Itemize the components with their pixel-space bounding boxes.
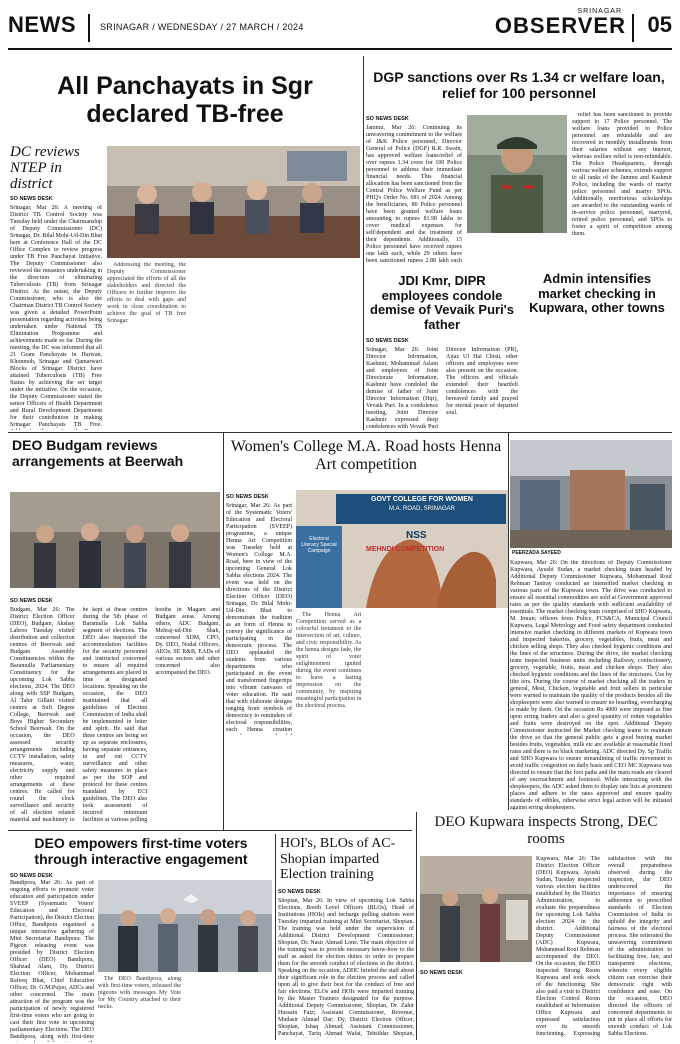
column-rule [416,812,417,1040]
column-rule [275,834,276,1040]
article-dgp-body [366,112,462,266]
article-body: Srinagar, Mar 26: A meeting of District TB Control Society was Tuesday held under the Chairmanship of Deputy Commissioner (DC) Srinagar, Dr. Bilal Mohi-Ud-Din Bhat here at Conference Hall of the DC Office Complex to review progress under TB Free Panchayat Initiative. The Deputy Commissioner also reviewed the measures undertaking in the direction of eliminating Tuberculosis (TB) from Srinagar District. At the outset, the Deputy Commissioner, who is also the Chairman District TB Control Society was given a detailed PowerPoint presentation regarding activities being undertaken under National TB Elimination Programme and achievements made so far. During the meeting, the DC was informed that all 21 Gram Panchayats in Harwan, Khonmoh, Srinagar and Qamarwari Blocks of Srinagar District have attained Tuberculosis (TB) Free Status by achieving the set target under the initiative. On the occasion, the Deputy Commissioner stated the senior Officers of Health Department and Rural Development Department for their contribution in making Srinagar Panchayats TB Free. [10,205,102,429]
column-rule [508,432,509,810]
article-panchayats-cols [107,262,360,428]
banner-line2: M.A. ROAD, SRINAGAR [388,506,455,512]
article-body: Srinagar, Mar 26: Joint Director Information, Kashmir, Mohammad Aslam and employees of Joint Directorate Information, Kashmir have condoled the demise of father of Joint Director Information (Hqr), Vevaik Puri. In a condolence meeting, Joint Director Kashmir expressed deep condolences with Vevaik Puri Director Information (PR), Aijaz Ul Hai Chisti, other officers and employees were also present on the occasion. The officers and officials extended their heartfelt condolences with the bereaved family and prayed for eternal peace of departed soul. [366,347,518,430]
column-rule [8,830,412,831]
headline: DGP sanctions over Rs 1.34 cr welfare loan, relief for 100 personnel [373,69,665,101]
brand-name: OBSERVER [494,13,626,38]
divider [88,14,90,42]
article-jdi [366,268,518,430]
article-body-cont [572,112,672,266]
photo-henna [296,490,508,608]
banner-line1: GOVT COLLEGE FOR WOMEN [371,496,473,503]
headline: Women's College M.A. Road hosts Henna Art competition [230,438,502,473]
headline: DEO Budgam reviews arrangements at Beerwah [12,437,184,469]
article-kupwara-market-body [510,560,672,810]
article-text: relief has been sanctioned to provide support to 17 Police personnel. The welfare loans provided to Police personnel are refundable and are recovered in monthly installments from their salaries without any interest, whereas welfare relief is non-refundable. The Police Headquarters, through various welfare schemes, extends support to all ranks of the Jammu and Kashmir Police, including the wards of martyr police personnel and martyr SPOs. Additionally, meritorious scholarships are awarded to the outstanding wards of in-service police personnel, martyred, retired police personnel, and SPOs to foster a spirit of competition among them. [572,112,672,237]
photo-tb-meeting [107,146,360,258]
photo-dec-rooms [420,856,532,962]
page-number: 05 [647,12,672,37]
article-body-cont [296,612,508,740]
article-kupwara-market [522,268,672,328]
article-body: Jammu, Mar 26: Continuing its unwavering commitment to the welfare of J&K Police personnel, Director General of Police (DGP) R.R. Swain, has approved welfare loans/relief of over rupees 1.34 crore for 100 Police personnel to address their immediate financial needs. This financial allocation has been sanctioned from the Central Police Welfare Fund as per PHQ's Order No. 681 of 2024. Among the beneficiaries, 80 Police personnel have been granted welfare loans amounting to rupees 81.98 lakhs to cover medical expenses for self/dependent and the treatment of their dependents. Additionally, 15 Police personnel have received rupees one lakh each, while 29 others have been sanctioned rupees 2.88 lakh each [366,125,462,263]
dateline: SRINAGAR / WEDNESDAY / 27 MARCH / 2024 [100,22,304,32]
article-body: Kupwara, Mar 26: On the directions of Deputy Commissioner Kupwara, Ayushi Sudan, a market checking team headed by Additional Deputy Commissioner Kupwara, Mohammad Rouf Rehman Tantray conducted an intensified market checking in various parts of the Kupwara town. The drive was conducted to ensure all essential commodities are sold at Government approved rates as per the quality standards with sufficient availability of essentials. The market checking team comprised of SHO Kupwara, M. Imran; officers from Police, FCS&CA, Municipal Council Kupwara, Legal Metrology and Food safety department conducted intensive market checking in different markets of Kupwara town and inspected bakeries, grocery, vegetables, fruits, meat and chicken selling shops. They also checked hygienic conditions and the lines of the structures. During the drive, the market checking team inspected business units including Railway, confectionery, grocery, vegetable, fruits, meat and chicken shops. They also checked hygienic conditions and the lines of the structures. Use by tthe ters. During the course of market checking all the traders in general, Meat, Chicken, vegetable and fruit sellers in particular were warned to maintain the quality of the products besides all the shopkeepers were also warned to ensure no hoarding, overcharging is made by them. On the occasion Rs 4900 were imposed as fine upon erring traders and also a good quantity of rotten vegetables and fruits were destroyed on the spot. Additional Deputy Commissioner instructed the Market checking teams to maintain the drive so that the general public gets a good buying market besides fruits, vegetables, milk etc are available at reasonable fixed rates and there is no black marketing. ADC directed Dy. Sp Traffic and SHO Kupwara to ensure streamlining of traffic movement to avoid traffic congestion on daily basis and CEO MC Kupwara was directed to ensure that the foot paths and the main roads are cleared of any encroachment and footstool. While interacting with the shopkeepers, the ADC asked them to display rate lists at prominent places and adhere to the rates approved and ensure quality standards of edibles, otherwise strict legal action will be initiated against erring shopkeepers. [510,560,672,810]
byline: SO NEWS DESK [278,889,321,896]
article-henna [226,436,506,486]
article-body-cont [107,262,360,428]
article-body: Bandipora, Mar 26: As part of ongoing efforts to promote voter education and participation under SVEEP (Systematic Voters' Education and Electoral Participation), the District Election Office, Bandipora organised a unique interactive gathering of Mini Secretariat Bandipora. The Pigeon releasing event was presided by District Election Officer (DEO) Bandipora, Shahzad Alam, Dy. District Election Officer, Mohammad Rafeeq Bhat, Chief Education Officer, Dr. G.M.Pujoo, ADCs and other concerned. The main attraction of the program was the participation of newly registered first-time voters who are going to cast their first vote in upcoming parliamentary Elections. The DEO Bandipora, along with first-time [10,880,94,1040]
article-body: Srinagar, Mar 26: As part of the Systematic Voters' Education and Electoral Participation (SVEEP) programme, a unique Henna Art Competition was Tuesday held at Women's College M.A. Road, here in view of the upcoming General Lok Sabha elections 2024. The event was held on the directions of the District Election Officer (DEO) Srinagar, Dr. Bilal Mohi-Ud-Din Bhat to demonstrate the tradition as an form of Henna to convey the significance of participating in the democratic process. The DEO applauded the students from various departments who participated in the event and transformed fingertips into vibrant canvases of voter education. He said that with elaborate designs ranging from symbols of democracy to reminders of electoral responsibilities, each Henna creation [226,503,292,733]
article-dgp-cont [572,112,672,266]
photo-text-mehndi: MEHNDI COMPETITION [366,546,445,553]
photo-text-elc: Electoral Literacy Special Campaign [301,536,337,554]
article-beerwah [10,436,220,492]
photo-dgp [467,115,567,233]
headline: Admin intensifies market checking in Kupwara, other towns [529,271,665,316]
byline: SO NEWS DESK [226,494,269,500]
byline: SO NEWS DESK [10,196,53,203]
article-henna-cont [296,612,508,740]
article-text: The DEO Bandipora, along with first-time voters, released the pigeons with messages My Vote for My Country attached to their necks. [98,976,181,1010]
article-dec-rooms-body [536,856,672,1042]
photo-voters [98,880,272,972]
headline: All Panchayats in Sgr declared TB-free [57,72,313,128]
headline: HOI's, BLOs of AC-Shopian imparted Election training [280,836,396,883]
article-text: Addressing the meeting, the Deputy Commissioner appreciated the efforts of all the stakeholders and directed the Officers to further improve the efforts to deal with gaps and work in close coordination to achieve the goal of TB free Srinagar. [107,262,186,324]
photo-beerwah [10,492,220,588]
brand-city: SRINAGAR [577,8,622,15]
article-body: Kupwara, Mar 26: The District Election Officer (DEO) Kupwara, Ayushi Sudan, Tuesday inspected various election facilities established by the District Administration, to evaluate the preparedness for upcoming Lok Sabha election 2024 in the district. Additional Deputy Commissioner (ADC) Kupwara, Mohammad Rouf Rehman accompanied the DEO. On the occasion, the DEO inspected Strong Room Kupwara and took stock of the functioning. She also paid a visit to District Election Control Room established at Information Office Kupwara and expressed satisfaction over its smooth functioning. Expressing satisfaction with the overall preparedness observed during the inspection, the DEO underscored the importance of ensuring adherence to prescribed standards of Election Commission of India to uphold the integrity and fairness of the electoral process. She reiterated the unwavering commitment of the administration to facilitating free, fair, and transparent elections, wherein every eligible citizen can exercise their democratic right with confidence and ease. On the occasion, DEO directed the officers of concerned departments to put in place all efforts for smooth conduct of Lok Sabha Elections. [536,856,672,1037]
column-rule [223,432,224,830]
article-beerwah-body [10,594,220,828]
headline: DEO empowers first-time voters through interactive engagement [34,835,248,867]
article-dec-rooms-byline [420,966,532,1042]
article-text: The Henna Art Competition served as a colourful testament to the intersection of art, culture, and civic responsibility. As the henna designs fade, the spirit of voter enlightenment ignited during the event continues to leave a lasting impression on the community, by inspiring meaningful participation in the electoral process. [296,612,362,709]
headline: JDI Kmr, DIPR employees condole demise of Vevaik Puri's father [370,273,514,332]
byline: SO NEWS DESK [366,116,409,122]
byline: SO NEWS DESK [10,873,53,880]
article-henna-body [226,490,292,738]
article-first-time-voters-body [10,880,94,1042]
photo-market [510,440,672,548]
article-first-time-voters-cont [98,976,272,1042]
section-label: NEWS [8,12,76,37]
photo-caption: PEERZADA SAYEED [512,550,561,556]
column-rule [8,432,672,433]
article-body: Shopian, Mar 26: In view of upcoming Lok Sabha Elections, Booth Level Officers (BLOs), Head of Institutions (HOIs) and incharge polling stations were Tuesday imparted training at Mini Secretariat, Shopian. The training was held under the supervision of Additional District Development Commissioner, Shopian, Dr. Nasir Ahmad Lone. The main objective of the training was to provide necessary know-how to the staff as asked for election duties in order to prepare them for the smooth conduct of elections in the district. Speaking on the occasion, ADDC briefed the staff about their significant role in the election process and called upon all to give their best for the conduct of free and fair elections. ELOs and HOIs were imparted training by the Master Trainers designated for the purpose. Additional Deputy Commissioner, Shopian, Dr. Zahir Hussain Faiz; Assistant Commissioner, Revenue, Mudasir Ahmad Dar; Dy. District Election Officer, Shopian, Ishaq Ahmad; Assistant Commissioner, Panchayat, Tariq Ahmad Wafai, Tehsildar Shopian, [278,898,414,1038]
article-body-cont [98,976,272,1042]
masthead [8,6,672,50]
byline: SO NEWS DESK [10,598,53,604]
byline: SO NEWS DESK [366,338,409,345]
brand-logo [495,8,626,38]
article-panchayats-sub [10,145,102,430]
subheadline: DC reviews NTEP in district [10,145,80,192]
article-body: Budgam, Mar 26: The District Election Officer (DEO), Budgam, Akshay Labroo Tuesday visited distribution and collection centres of Beerwah and Budgam Assembly Constituencies within the Baramulla Parliamentary Constituency for the upcoming Lok Sabha elections, 2024. The DEO along with SSP Budgam, Al Tahir Gillani visited centres at Sufi Degree College, Beerwah and Boys Higher Secondary School Beerwah. On the occasion, the DEO assessed security arrangements including CCTV installation, safety measures, water, electricity supply and other required arrangements at these centres. He called for round the clock surveillance and security of all election related material and machinery to be kept at these centres during the 5th phase of Baramulla Lok Sabha segment of elections. The DEO also inspected the accommodation facilities for the security personnel and instructed concerned to ensure all required arrangements are placed in time at designated locations. Speaking on the occasion, the DEO maintained that all guidelines of Election Commission of India shall be implemented in letter and spirit. He said that these centres are being set up as separate enclosures, having separate entrances, in and out CCTV surveillance and other safety measures in place as per the SOP and protocol for these centres mandated by ECI guidelines. The DEO also took assessment of incurred minimum facilities at various polling booths in Magam and Budgam areas. Among others, ADC Budgam, Mehraj-ud-Din Shah, concerned SDM, CPO, Dy. DEO, Nodal Officers, AEOs, SE R&B, EADs of various sectors and other concerned also accompanied the DEO. [10,607,220,823]
byline: SO NEWS DESK [420,970,463,976]
article-hoi-blos [278,834,414,1042]
column-rule [363,56,364,430]
photo-text-nss: NSS [406,530,427,541]
headline: DEO Kupwara inspects Strong, DEC rooms [434,814,658,847]
divider [632,14,634,42]
